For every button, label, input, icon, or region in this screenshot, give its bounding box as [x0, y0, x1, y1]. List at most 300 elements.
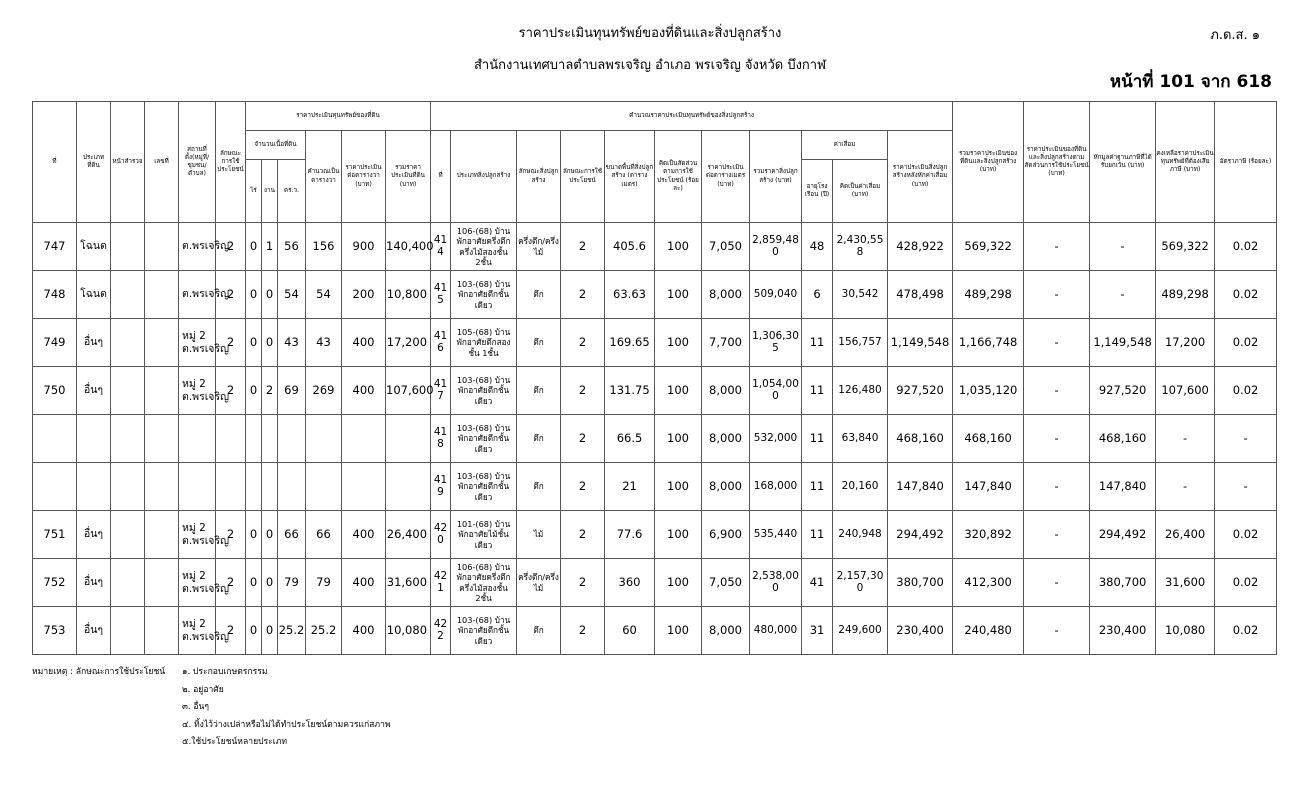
- col-group-area: จำนวนเนื้อที่ดิน: [246, 131, 306, 160]
- row-calc-sq-wa: 25.2: [306, 607, 342, 655]
- row-building-area: 405.6: [605, 223, 655, 271]
- row-rai: 0: [246, 271, 262, 319]
- row-building-character: ตึก: [517, 367, 561, 415]
- row-calc-sq-wa: 43: [306, 319, 342, 367]
- row-rai: [246, 415, 262, 463]
- row-building-type: 106-(68) บ้านพักอาศัยครึ่งตึกครึ่งไม้สองชั้น 2ชั้น: [451, 223, 517, 271]
- row-land-use: [216, 415, 246, 463]
- row-deduction: 380,700: [1090, 559, 1156, 607]
- col-building-depreciation: คิดเป็นค่าเสื่อม (บาท): [833, 160, 888, 223]
- row-remaining: 17,200: [1156, 319, 1215, 367]
- row-building-no: 422: [431, 607, 451, 655]
- row-building-price-per-sqm: 8,000: [702, 367, 750, 415]
- row-total-all: 569,322: [953, 223, 1024, 271]
- row-building-ratio: 100: [655, 559, 702, 607]
- row-building-character: ไม้: [517, 511, 561, 559]
- row-deduction: 294,492: [1090, 511, 1156, 559]
- row-deduction: 230,400: [1090, 607, 1156, 655]
- row-no: [33, 415, 77, 463]
- row-doc-no: [145, 511, 179, 559]
- row-land-type: อื่นๆ: [77, 607, 111, 655]
- table-body: [33, 223, 1277, 655]
- row-price-per-sq-wa: 400: [342, 511, 386, 559]
- row-doc-no: [145, 415, 179, 463]
- row-building-price-per-sqm: 7,050: [702, 223, 750, 271]
- row-tax-rate: 0.02: [1215, 607, 1277, 655]
- row-building-no: 417: [431, 367, 451, 415]
- row-survey-page: [111, 223, 145, 271]
- row-building-total: 1,054,000: [750, 367, 802, 415]
- row-building-type: 105-(68) บ้านพักอาศัยตึกสองชั้น 1ชั้น: [451, 319, 517, 367]
- row-ngan: 0: [262, 607, 278, 655]
- row-building-price-per-sqm: 6,900: [702, 511, 750, 559]
- row-total-land-price: 17,200: [386, 319, 431, 367]
- row-ratio-price: -: [1024, 271, 1090, 319]
- row-survey-page: [111, 367, 145, 415]
- row-building-character: ตึก: [517, 319, 561, 367]
- row-total-all: 489,298: [953, 271, 1024, 319]
- row-price-per-sq-wa: 400: [342, 607, 386, 655]
- row-building-depreciation: 249,600: [833, 607, 888, 655]
- row-land-use: 2: [216, 223, 246, 271]
- row-building-no: 416: [431, 319, 451, 367]
- row-sq-wa: 56: [278, 223, 306, 271]
- row-land-type: อื่นๆ: [77, 511, 111, 559]
- row-ngan: 0: [262, 559, 278, 607]
- row-total-all: 1,035,120: [953, 367, 1024, 415]
- col-doc-no: เลขที่: [145, 102, 179, 223]
- row-building-ratio: 100: [655, 367, 702, 415]
- row-building-area: 360: [605, 559, 655, 607]
- row-calc-sq-wa: 269: [306, 367, 342, 415]
- row-building-after-dep: 927,520: [888, 367, 953, 415]
- row-land-use: 2: [216, 607, 246, 655]
- row-location: หมู่ 2 ต.พรเจริญ: [179, 559, 216, 607]
- row-doc-no: [145, 367, 179, 415]
- row-calc-sq-wa: 156: [306, 223, 342, 271]
- row-ngan: 0: [262, 511, 278, 559]
- row-price-per-sq-wa: [342, 463, 386, 511]
- row-building-no: 415: [431, 271, 451, 319]
- table-row: [33, 415, 1277, 463]
- row-building-after-dep: 380,700: [888, 559, 953, 607]
- row-rai: 0: [246, 511, 262, 559]
- row-location: ต.พรเจริญ: [179, 223, 216, 271]
- row-calc-sq-wa: [306, 463, 342, 511]
- row-total-land-price: 107,600: [386, 367, 431, 415]
- row-tax-rate: 0.02: [1215, 223, 1277, 271]
- row-building-ratio: 100: [655, 415, 702, 463]
- row-rai: 0: [246, 607, 262, 655]
- col-building-type: ประเภทสิ่งปลูกสร้าง: [451, 131, 517, 223]
- row-land-use: 2: [216, 271, 246, 319]
- row-building-depreciation: 126,480: [833, 367, 888, 415]
- note-item: ๔. ทิ้งไว้ว่างเปล่าหรือไม่ได้ทำประโยชน์ตามควรแก่สภาพ: [182, 719, 391, 730]
- row-rai: 0: [246, 367, 262, 415]
- row-building-type: 103-(68) บ้านพักอาศัยตึกชั้นเดียว: [451, 607, 517, 655]
- row-building-use: 2: [561, 271, 605, 319]
- row-building-ratio: 100: [655, 463, 702, 511]
- col-location: สถานที่ตั้ง(หมู่ที่/ชุมชน/ตำบล): [179, 102, 216, 223]
- row-building-price-per-sqm: 8,000: [702, 463, 750, 511]
- row-no: 748: [33, 271, 77, 319]
- row-remaining: -: [1156, 415, 1215, 463]
- row-total-land-price: [386, 463, 431, 511]
- row-land-use: 2: [216, 319, 246, 367]
- row-building-age: 6: [802, 271, 833, 319]
- row-ngan: 0: [262, 271, 278, 319]
- row-building-area: 66.5: [605, 415, 655, 463]
- row-rai: [246, 463, 262, 511]
- row-total-land-price: 10,080: [386, 607, 431, 655]
- col-building-use: ลักษณะการใช้ประโยชน์: [561, 131, 605, 223]
- row-building-no: 418: [431, 415, 451, 463]
- row-rai: 0: [246, 559, 262, 607]
- row-building-no: 419: [431, 463, 451, 511]
- row-ratio-price: -: [1024, 223, 1090, 271]
- row-building-depreciation: 156,757: [833, 319, 888, 367]
- table-row: [33, 367, 1277, 415]
- row-deduction: -: [1090, 223, 1156, 271]
- row-building-use: 2: [561, 367, 605, 415]
- row-building-type: 103-(68) บ้านพักอาศัยตึกชั้นเดียว: [451, 367, 517, 415]
- row-building-total: 480,000: [750, 607, 802, 655]
- row-ratio-price: -: [1024, 559, 1090, 607]
- col-building-area: ขนาดพื้นที่สิ่งปลูกสร้าง (ตารางเมตร): [605, 131, 655, 223]
- row-sq-wa: 79: [278, 559, 306, 607]
- row-land-type: อื่นๆ: [77, 367, 111, 415]
- row-building-price-per-sqm: 7,050: [702, 559, 750, 607]
- note-item: ๑. ประกอบเกษตรกรรม: [182, 667, 268, 677]
- row-land-type: [77, 463, 111, 511]
- row-ngan: 1: [262, 223, 278, 271]
- table-row: [33, 607, 1277, 655]
- row-land-type: โฉนด: [77, 223, 111, 271]
- row-location: หมู่ 2 ต.พรเจริญ: [179, 511, 216, 559]
- row-doc-no: [145, 607, 179, 655]
- row-building-use: 2: [561, 415, 605, 463]
- row-building-area: 169.65: [605, 319, 655, 367]
- row-no: 747: [33, 223, 77, 271]
- row-remaining: -: [1156, 463, 1215, 511]
- row-survey-page: [111, 607, 145, 655]
- row-total-all: 320,892: [953, 511, 1024, 559]
- row-ngan: 0: [262, 319, 278, 367]
- col-total-land-price: รวมราคาประเมินที่ดิน (บาท): [386, 131, 431, 223]
- row-building-depreciation: 30,542: [833, 271, 888, 319]
- row-building-type: 103-(68) บ้านพักอาศัยตึกชั้นเดียว: [451, 271, 517, 319]
- row-no: 752: [33, 559, 77, 607]
- col-building-ratio: คิดเป็นสัดส่วนตามการใช้ประโยชน์ (ร้อยละ): [655, 131, 702, 223]
- row-deduction: 927,520: [1090, 367, 1156, 415]
- row-building-area: 60: [605, 607, 655, 655]
- row-building-age: 31: [802, 607, 833, 655]
- row-location: หมู่ 2 ต.พรเจริญ: [179, 319, 216, 367]
- row-sq-wa: 54: [278, 271, 306, 319]
- table-row: [33, 559, 1277, 607]
- row-location: [179, 415, 216, 463]
- row-no: 749: [33, 319, 77, 367]
- row-price-per-sq-wa: [342, 415, 386, 463]
- row-doc-no: [145, 223, 179, 271]
- row-ngan: [262, 463, 278, 511]
- row-total-all: 240,480: [953, 607, 1024, 655]
- row-survey-page: [111, 319, 145, 367]
- table-row: [33, 271, 1277, 319]
- row-land-use: 2: [216, 559, 246, 607]
- table-row: [33, 511, 1277, 559]
- col-no: ที่: [33, 102, 77, 223]
- row-land-type: [77, 415, 111, 463]
- row-survey-page: [111, 559, 145, 607]
- row-building-use: 2: [561, 463, 605, 511]
- row-ngan: [262, 415, 278, 463]
- row-remaining: 569,322: [1156, 223, 1215, 271]
- col-building-no: ที่: [431, 131, 451, 223]
- col-group-depreciation: ค่าเสื่อม: [802, 131, 888, 160]
- table-row: [33, 319, 1277, 367]
- row-ratio-price: -: [1024, 415, 1090, 463]
- row-building-price-per-sqm: 8,000: [702, 607, 750, 655]
- row-building-no: 414: [431, 223, 451, 271]
- row-building-type: 103-(68) บ้านพักอาศัยตึกชั้นเดียว: [451, 415, 517, 463]
- row-building-total: 509,040: [750, 271, 802, 319]
- note-item: ๒. อยู่อาศัย: [182, 684, 224, 695]
- col-sq-wa: ตร.ว.: [278, 160, 306, 223]
- row-sq-wa: [278, 463, 306, 511]
- row-building-after-dep: 230,400: [888, 607, 953, 655]
- row-land-use: [216, 463, 246, 511]
- row-building-depreciation: 63,840: [833, 415, 888, 463]
- row-survey-page: [111, 271, 145, 319]
- row-tax-rate: -: [1215, 463, 1277, 511]
- col-ratio-price: ราคาประเมินของที่ดินและสิ่งปลูกสร้างตามสัดส่วนการใช้ประโยชน์ (บาท): [1024, 102, 1090, 223]
- row-building-age: 41: [802, 559, 833, 607]
- row-total-all: 1,166,748: [953, 319, 1024, 367]
- row-total-all: 468,160: [953, 415, 1024, 463]
- row-building-total: 2,538,000: [750, 559, 802, 607]
- row-building-character: ตึก: [517, 463, 561, 511]
- row-building-area: 63.63: [605, 271, 655, 319]
- col-group-land: ราคาประเมินทุนทรัพย์ของที่ดิน: [246, 102, 431, 131]
- col-building-price-per-sqm: ราคาประเมินต่อตารางเมตร (บาท): [702, 131, 750, 223]
- row-survey-page: [111, 511, 145, 559]
- row-remaining: 31,600: [1156, 559, 1215, 607]
- row-doc-no: [145, 463, 179, 511]
- col-land-type: ประเภทที่ดิน: [77, 102, 111, 223]
- row-building-use: 2: [561, 319, 605, 367]
- row-price-per-sq-wa: 400: [342, 319, 386, 367]
- row-building-area: 21: [605, 463, 655, 511]
- row-total-all: 412,300: [953, 559, 1024, 607]
- row-building-use: 2: [561, 223, 605, 271]
- row-land-use: 2: [216, 367, 246, 415]
- row-building-type: 106-(68) บ้านพักอาศัยครึ่งตึกครึ่งไม้สองชั้น 2ชั้น: [451, 559, 517, 607]
- row-sq-wa: 69: [278, 367, 306, 415]
- row-land-use: 2: [216, 511, 246, 559]
- row-price-per-sq-wa: 200: [342, 271, 386, 319]
- row-building-total: 532,000: [750, 415, 802, 463]
- row-building-area: 131.75: [605, 367, 655, 415]
- row-tax-rate: 0.02: [1215, 559, 1277, 607]
- row-total-land-price: 26,400: [386, 511, 431, 559]
- row-survey-page: [111, 463, 145, 511]
- col-building-after-dep: ราคาประเมินสิ่งปลูกสร้างหลังหักค่าเสื่อม (บาท): [888, 131, 953, 223]
- row-building-type: 103-(68) บ้านพักอาศัยตึกชั้นเดียว: [451, 463, 517, 511]
- row-building-character: ครึ่งตึก/ครึ่งไม้: [517, 559, 561, 607]
- col-ngan: งาน: [262, 160, 278, 223]
- row-deduction: -: [1090, 271, 1156, 319]
- row-building-ratio: 100: [655, 223, 702, 271]
- row-building-area: 77.6: [605, 511, 655, 559]
- row-building-depreciation: 20,160: [833, 463, 888, 511]
- table-row: [33, 223, 1277, 271]
- row-ratio-price: -: [1024, 319, 1090, 367]
- row-building-after-dep: 468,160: [888, 415, 953, 463]
- row-building-character: ตึก: [517, 415, 561, 463]
- row-building-price-per-sqm: 8,000: [702, 271, 750, 319]
- row-building-total: 1,306,305: [750, 319, 802, 367]
- row-price-per-sq-wa: 400: [342, 559, 386, 607]
- row-rai: 0: [246, 319, 262, 367]
- col-price-per-sq-wa: ราคาประเมินต่อตารางวา (บาท): [342, 131, 386, 223]
- row-total-land-price: 31,600: [386, 559, 431, 607]
- row-building-age: 48: [802, 223, 833, 271]
- page-info: หน้าที่ 101 จาก 618: [1109, 72, 1272, 92]
- row-calc-sq-wa: 79: [306, 559, 342, 607]
- row-building-no: 421: [431, 559, 451, 607]
- row-price-per-sq-wa: 400: [342, 367, 386, 415]
- row-no: 753: [33, 607, 77, 655]
- row-tax-rate: 0.02: [1215, 271, 1277, 319]
- col-building-total: รวมราคาสิ่งปลูกสร้าง (บาท): [750, 131, 802, 223]
- row-sq-wa: 66: [278, 511, 306, 559]
- row-location: [179, 463, 216, 511]
- row-land-type: อื่นๆ: [77, 319, 111, 367]
- row-building-after-dep: 478,498: [888, 271, 953, 319]
- row-building-age: 11: [802, 367, 833, 415]
- row-tax-rate: -: [1215, 415, 1277, 463]
- row-survey-page: [111, 415, 145, 463]
- row-ratio-price: -: [1024, 367, 1090, 415]
- row-doc-no: [145, 271, 179, 319]
- row-remaining: 26,400: [1156, 511, 1215, 559]
- row-total-land-price: [386, 415, 431, 463]
- row-building-age: 11: [802, 463, 833, 511]
- row-building-character: ตึก: [517, 271, 561, 319]
- row-remaining: 107,600: [1156, 367, 1215, 415]
- report-title: ราคาประเมินทุนทรัพย์ของที่ดินและสิ่งปลูกสร้าง: [518, 26, 782, 41]
- row-building-age: 11: [802, 415, 833, 463]
- notes-label: หมายเหตุ : ลักษณะการใช้ประโยชน์: [32, 667, 166, 677]
- row-building-depreciation: 2,430,558: [833, 223, 888, 271]
- row-ratio-price: -: [1024, 511, 1090, 559]
- row-no: 751: [33, 511, 77, 559]
- row-no: [33, 463, 77, 511]
- col-land-use: ลักษณะการใช้ประโยชน์: [216, 102, 246, 223]
- row-building-ratio: 100: [655, 511, 702, 559]
- row-ratio-price: -: [1024, 607, 1090, 655]
- row-total-land-price: 10,800: [386, 271, 431, 319]
- row-building-use: 2: [561, 607, 605, 655]
- row-sq-wa: 43: [278, 319, 306, 367]
- row-no: 750: [33, 367, 77, 415]
- col-total-all: รวมราคาประเมินของที่ดินและสิ่งปลูกสร้าง (บาท): [953, 102, 1024, 223]
- row-building-ratio: 100: [655, 607, 702, 655]
- col-deduction: หักมูลค่าฐานภาษีที่ได้รับยกเว้น (บาท): [1090, 102, 1156, 223]
- col-building-character: ลักษณะสิ่งปลูกสร้าง: [517, 131, 561, 223]
- row-ratio-price: -: [1024, 463, 1090, 511]
- note-item: ๓. อื่นๆ: [182, 702, 209, 713]
- note-item: ๕.ใช้ประโยชน์หลายประเภท: [182, 737, 288, 748]
- row-building-character: ครึ่งตึก/ครึ่งไม้: [517, 223, 561, 271]
- row-building-price-per-sqm: 8,000: [702, 415, 750, 463]
- row-location: หมู่ 2 ต.พรเจริญ: [179, 367, 216, 415]
- row-building-after-dep: 147,840: [888, 463, 953, 511]
- row-remaining: 489,298: [1156, 271, 1215, 319]
- row-building-use: 2: [561, 559, 605, 607]
- row-building-no: 420: [431, 511, 451, 559]
- row-building-after-dep: 1,149,548: [888, 319, 953, 367]
- report-subtitle: สำนักงานเทศบาลตำบลพรเจริญ อำเภอ พรเจริญ จังหวัด บึงกาฬ: [473, 58, 826, 73]
- row-building-age: 11: [802, 511, 833, 559]
- col-rai: ไร่: [246, 160, 262, 223]
- row-building-use: 2: [561, 511, 605, 559]
- header-row-1: [33, 102, 1277, 131]
- col-tax-rate: อัตราภาษี (ร้อยละ): [1215, 102, 1277, 223]
- col-calc-sq-wa: คำนวณเป็นตารางวา: [306, 131, 342, 223]
- row-building-after-dep: 428,922: [888, 223, 953, 271]
- row-deduction: 147,840: [1090, 463, 1156, 511]
- row-building-ratio: 100: [655, 319, 702, 367]
- row-calc-sq-wa: [306, 415, 342, 463]
- row-building-total: 168,000: [750, 463, 802, 511]
- row-sq-wa: [278, 415, 306, 463]
- row-ngan: 2: [262, 367, 278, 415]
- row-building-total: 2,859,480: [750, 223, 802, 271]
- form-code: ภ.ด.ส. ๑: [1210, 28, 1260, 43]
- row-calc-sq-wa: 54: [306, 271, 342, 319]
- row-building-character: ตึก: [517, 607, 561, 655]
- row-location: หมู่ 2 ต.พรเจริญ: [179, 607, 216, 655]
- row-total-land-price: 140,400: [386, 223, 431, 271]
- row-doc-no: [145, 559, 179, 607]
- row-rai: 0: [246, 223, 262, 271]
- assessment-table: [32, 101, 1277, 655]
- row-sq-wa: 25.2: [278, 607, 306, 655]
- row-deduction: 468,160: [1090, 415, 1156, 463]
- row-deduction: 1,149,548: [1090, 319, 1156, 367]
- row-building-depreciation: 240,948: [833, 511, 888, 559]
- table-row: [33, 463, 1277, 511]
- row-tax-rate: 0.02: [1215, 367, 1277, 415]
- row-tax-rate: 0.02: [1215, 319, 1277, 367]
- row-location: ต.พรเจริญ: [179, 271, 216, 319]
- row-total-all: 147,840: [953, 463, 1024, 511]
- col-survey-page: หน้าสำรวจ: [111, 102, 145, 223]
- row-land-type: โฉนด: [77, 271, 111, 319]
- col-remaining: คงเหลือราคาประเมินทุนทรัพย์ที่ต้องเสียภาษี (บาท): [1156, 102, 1215, 223]
- row-building-type: 101-(68) บ้านพักอาศัยไม้ชั้นเดียว: [451, 511, 517, 559]
- row-land-type: อื่นๆ: [77, 559, 111, 607]
- row-price-per-sq-wa: 900: [342, 223, 386, 271]
- row-doc-no: [145, 319, 179, 367]
- row-building-total: 535,440: [750, 511, 802, 559]
- row-tax-rate: 0.02: [1215, 511, 1277, 559]
- row-building-depreciation: 2,157,300: [833, 559, 888, 607]
- row-building-after-dep: 294,492: [888, 511, 953, 559]
- row-building-price-per-sqm: 7,700: [702, 319, 750, 367]
